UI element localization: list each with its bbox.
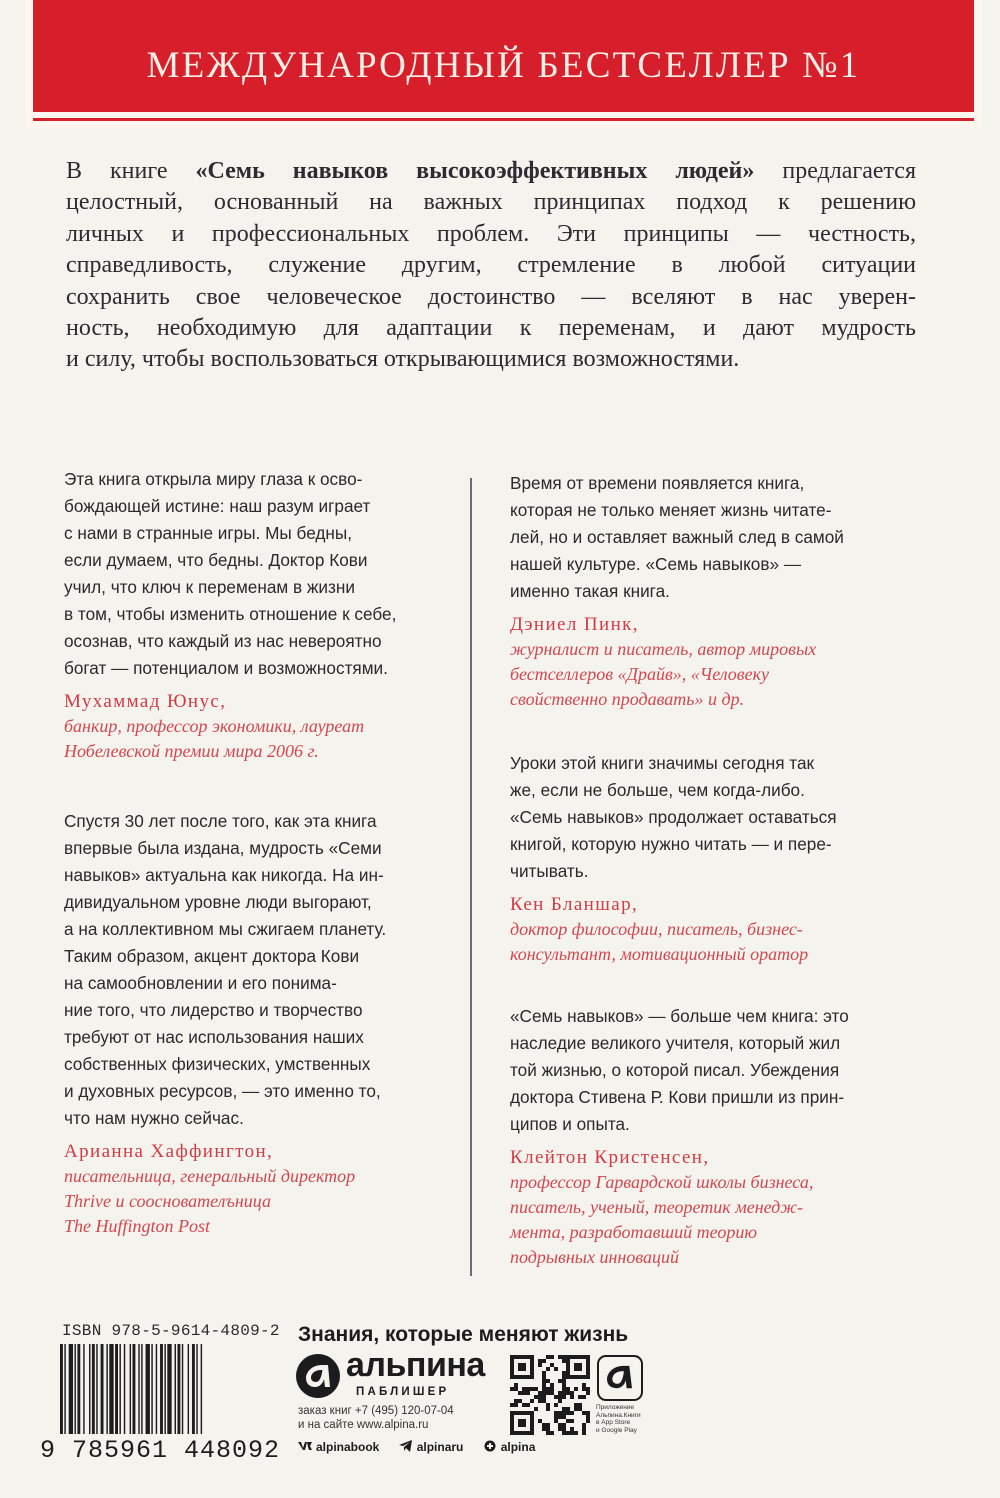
qr-module: [542, 1391, 546, 1395]
quote-christensen: [510, 1003, 849, 1270]
intro-line-pre: В книге: [66, 158, 196, 184]
quote-line: осознав, что каждый из нас невероятно: [64, 631, 382, 651]
quote-line: же, если не больше, чем когда-либо.: [510, 780, 805, 800]
qr-module: [558, 1399, 562, 1403]
social-vk[interactable]: [298, 1440, 379, 1454]
qr-module: [518, 1391, 522, 1395]
qr-module: [546, 1355, 550, 1359]
barcode: [58, 1344, 258, 1434]
barcode-digits: 9 785961 448092: [40, 1436, 281, 1465]
isbn-label: ISBN 978-5-9614-4809-2: [62, 1322, 280, 1340]
qr-module: [542, 1383, 546, 1387]
qr-module: [558, 1395, 562, 1399]
author-role: свойственно продавать» и др.: [510, 689, 745, 709]
qr-module: [546, 1367, 550, 1371]
author-role: The Huffington Post: [64, 1216, 211, 1236]
book-title: «Семь навыков высокоэффективных людей»: [195, 158, 755, 184]
qr-module: [542, 1379, 546, 1383]
qr-module: [558, 1391, 562, 1395]
qr-module: [558, 1423, 562, 1427]
qr-module: [534, 1407, 538, 1411]
qr-module: [542, 1427, 546, 1431]
author-role: Thrive и сооснователъница: [64, 1191, 272, 1211]
quote-line: требуют от нас использования наших: [64, 1027, 364, 1047]
social-label: alpina: [500, 1440, 536, 1454]
quote-line: если думаем, что бедны. Доктор Кови: [64, 550, 368, 570]
column-divider: [470, 478, 472, 1276]
barcode-bar: [115, 1344, 118, 1434]
order-info: [298, 1404, 454, 1432]
qr-module: [570, 1427, 574, 1431]
qr-module: [574, 1403, 578, 1407]
qr-module: [562, 1423, 566, 1427]
qr-module: [566, 1411, 570, 1415]
qr-module: [586, 1411, 590, 1415]
qr-module: [534, 1395, 538, 1399]
alpina-logo-icon: [295, 1353, 341, 1399]
app-line: в App Store: [596, 1419, 631, 1426]
barcode-bar: [77, 1344, 80, 1434]
author-role: профессор Гарвардской школы бизнеса,: [510, 1172, 814, 1192]
qr-module: [582, 1387, 586, 1391]
social-label: alpinaru: [416, 1440, 464, 1454]
qr-module: [562, 1371, 566, 1375]
barcode-bar: [196, 1344, 197, 1434]
author-role: писательница, генеральный директор: [64, 1166, 356, 1186]
qr-module: [558, 1411, 562, 1415]
qr-module: [586, 1415, 590, 1419]
quote-line: Таким образом, акцент доктора Кови: [64, 946, 360, 966]
quote-line: которая не только меняет жизнь читате-: [510, 500, 832, 520]
qr-module: [570, 1391, 574, 1395]
barcode-bar: [101, 1344, 104, 1434]
qr-module: [538, 1419, 542, 1423]
barcode-bar: [175, 1344, 176, 1434]
qr-module: [542, 1371, 546, 1375]
quote-line: «Семь навыков» — больше чем книга: это: [510, 1006, 849, 1026]
qr-module: [562, 1395, 566, 1399]
quote-blanchard: [510, 750, 837, 967]
quote-line: книгой, которую нужно читать — и пере-: [510, 834, 832, 854]
qr-module: [510, 1403, 514, 1407]
quote-pink: [510, 470, 844, 712]
barcode-bar: [188, 1344, 189, 1434]
qr-module: [546, 1431, 550, 1435]
quote-author: Мухаммад Юнус,: [64, 691, 227, 712]
quote-line: доктора Стивена Р. Кови пришли из прин-: [510, 1087, 845, 1107]
barcode-bar: [164, 1344, 165, 1434]
quote-line: «Семь навыков» продолжает оставаться: [510, 807, 837, 827]
qr-module: [518, 1363, 526, 1371]
quote-line: на самообновлении и его понима-: [64, 973, 337, 993]
barcode-bar: [156, 1344, 157, 1434]
publisher-name: альпина: [346, 1346, 485, 1384]
alpina-app-icon: [599, 1357, 640, 1398]
author-role: мента, разработавший теорию: [510, 1222, 758, 1242]
qr-module: [578, 1407, 582, 1411]
qr-module: [570, 1431, 574, 1435]
barcode-bar: [182, 1344, 183, 1434]
barcode-bar: [160, 1344, 163, 1434]
author-role: подрывных инноваций: [510, 1247, 680, 1267]
qr-module: [550, 1363, 554, 1367]
intro-line: и силу, чтобы воспользоваться открывающимися возможностями.: [66, 346, 740, 373]
qr-module: [574, 1431, 578, 1435]
quote-line: Время от времени появляется книга,: [510, 473, 805, 493]
qr-module: [586, 1387, 590, 1391]
author-role: консультант, мотивационный оратор: [510, 944, 809, 964]
quote-line: наследие великого учителя, который жил: [510, 1033, 841, 1053]
app-line: Приложение: [596, 1404, 635, 1411]
qr-module: [514, 1399, 518, 1403]
qr-module: [574, 1387, 578, 1391]
quote-line: а на коллективном мы сжигаем планету.: [64, 919, 387, 939]
barcode-bar: [60, 1344, 63, 1434]
qr-module: [538, 1399, 542, 1403]
barcode-bar: [138, 1344, 139, 1434]
barcode-bar: [167, 1344, 171, 1434]
intro-line: сохранить свое человеческое достоинство — вселяют в нас уверен-: [66, 283, 916, 310]
qr-module: [546, 1379, 550, 1383]
quote-line: собственных физических, умственных: [64, 1054, 371, 1074]
qr-module: [518, 1419, 526, 1427]
app-line: Альпина.Книги: [596, 1411, 641, 1419]
qr-module: [518, 1399, 522, 1403]
qr-module: [566, 1431, 570, 1435]
qr-module: [562, 1411, 566, 1415]
qr-module: [526, 1391, 530, 1395]
author-role: бестселлеров «Драйв», «Человеку: [510, 664, 770, 684]
barcode-bar: [109, 1344, 113, 1434]
banner-underline: [33, 118, 974, 121]
social-links: [298, 1440, 551, 1454]
qr-module: [582, 1395, 586, 1399]
qr-module: [558, 1415, 562, 1419]
barcode-bar: [96, 1344, 97, 1434]
intro-line: справедливость, служение другим, стремление в любой ситуации: [66, 252, 916, 279]
barcode-bar: [89, 1344, 90, 1434]
quote-author: Кен Бланшар,: [510, 894, 639, 915]
author-role: банкир, профессор экономики, лауреат: [64, 716, 365, 736]
qr-module: [542, 1387, 546, 1391]
qr-module: [566, 1387, 570, 1391]
qr-module: [542, 1395, 546, 1399]
quote-author: Клейтон Кристенсен,: [510, 1147, 710, 1168]
quote-line: ние того, что лидерство и творчество: [64, 1000, 363, 1020]
quote-line: Уроки этой книги значимы сегодня так: [510, 753, 815, 773]
barcode-bar: [64, 1344, 65, 1434]
author-role: доктор философии, писатель, бизнес-: [510, 919, 803, 939]
qr-module: [550, 1391, 554, 1395]
qr-module: [546, 1407, 550, 1411]
intro-line: личных и профессиональных проблем. Эти принципы — честность,: [66, 220, 916, 247]
qr-module: [526, 1387, 530, 1391]
intro-line-post: предлагается: [754, 158, 916, 184]
qr-module: [554, 1367, 558, 1371]
qr-module: [578, 1403, 582, 1407]
qr-module: [542, 1359, 546, 1363]
quote-line: учил, что ключ к переменам в жизни: [64, 577, 355, 597]
qr-module: [562, 1415, 566, 1419]
qr-module: [582, 1423, 586, 1427]
barcode-bar: [75, 1344, 76, 1434]
qr-module: [574, 1363, 582, 1371]
intro-line: целостный, основанный на важных принципах подход к решению: [66, 189, 916, 216]
qr-module: [582, 1431, 586, 1435]
qr-module: [546, 1391, 550, 1395]
intro-line: ность, необходимую для адаптации к переменам, и дают мудрость: [66, 315, 916, 342]
quote-line: впервые была издана, мудрость «Семи: [64, 838, 382, 858]
qr-module: [554, 1411, 558, 1415]
qr-module: [546, 1403, 550, 1407]
qr-module: [554, 1415, 558, 1419]
qr-module: [542, 1423, 546, 1427]
quote-line: дивидуальном уровне люди выгорают,: [64, 892, 372, 912]
qr-module: [566, 1407, 570, 1411]
publisher-subtitle: ПАБЛИШЕР: [356, 1386, 450, 1398]
qr-module: [550, 1383, 554, 1387]
barcode-bar: [83, 1344, 84, 1434]
social-label: alpinabook: [316, 1440, 380, 1454]
app-line: и Google Play: [596, 1426, 637, 1434]
qr-module: [538, 1395, 542, 1399]
qr-module: [554, 1395, 558, 1399]
order-line: заказ книг +7 (495) 120-07-04: [298, 1405, 454, 1417]
qr-module: [546, 1423, 550, 1427]
intro-paragraph: [66, 156, 916, 376]
qr-module: [586, 1419, 590, 1423]
qr-module: [542, 1375, 546, 1379]
barcode-bar: [146, 1344, 150, 1434]
qr-module: [558, 1427, 562, 1431]
quote-line: той жизнью, о которой писал. Убеждения: [510, 1060, 840, 1080]
qr-module: [558, 1379, 562, 1383]
qr-module: [582, 1427, 586, 1431]
quote-line: в том, чтобы изменить отношение к себе,: [64, 604, 397, 624]
quote-yunus: [64, 466, 396, 764]
qr-code[interactable]: [510, 1355, 590, 1435]
app-logo-icon: [597, 1355, 643, 1401]
qr-module: [522, 1387, 526, 1391]
barcode-bar: [141, 1344, 142, 1434]
author-role: журналист и писатель, автор мировых: [510, 639, 817, 659]
qr-module: [542, 1399, 546, 1403]
qr-module: [522, 1403, 526, 1407]
qr-module: [546, 1387, 550, 1391]
quote-line: богат — потенциалом и возможностями.: [64, 658, 388, 678]
quote-line: лей, но и оставляет важный след в самой: [510, 527, 844, 547]
quote-line: бождающей истине: наш разум играет: [64, 496, 371, 516]
qr-module: [586, 1391, 590, 1395]
qr-module: [522, 1391, 526, 1395]
barcode-bar: [124, 1344, 125, 1434]
publisher-motto: Знания, которые меняют жизнь: [298, 1323, 629, 1346]
qr-module: [514, 1403, 518, 1407]
qr-module: [546, 1427, 550, 1431]
barcode-bar: [133, 1344, 136, 1434]
quote-line: Спустя 30 лет после того, как эта книга: [64, 811, 377, 831]
intro-line: [66, 156, 916, 187]
qr-module: [562, 1359, 566, 1363]
quote-line: навыков» актуальна как никогда. На ин-: [64, 865, 384, 885]
qr-module: [578, 1395, 582, 1399]
qr-module: [574, 1407, 578, 1411]
qr-module: [554, 1419, 558, 1423]
barcode-bar: [201, 1344, 202, 1434]
barcode-bar: [69, 1344, 73, 1434]
qr-module: [530, 1399, 534, 1403]
qr-module: [570, 1419, 574, 1423]
qr-module: [526, 1403, 530, 1407]
qr-module: [562, 1383, 566, 1387]
qr-module: [550, 1355, 554, 1359]
barcode-bar: [92, 1344, 95, 1434]
telegram-icon: [399, 1440, 413, 1452]
barcode-bar: [151, 1344, 152, 1434]
quote-huffington: [64, 808, 386, 1239]
qr-module: [562, 1387, 566, 1391]
plus-icon: [483, 1440, 497, 1452]
social-telegram[interactable]: [399, 1440, 464, 1454]
qr-module: [562, 1427, 566, 1431]
quote-line: с нами в странные игры. Мы бедны,: [64, 523, 353, 543]
qr-module: [554, 1403, 558, 1407]
vk-icon: [298, 1440, 312, 1452]
qr-module: [538, 1363, 542, 1367]
quote-author: Арианна Хаффингтон,: [64, 1141, 274, 1162]
quote-line: ципов и опыта.: [510, 1114, 630, 1134]
quote-author: Дэниел Пинк,: [510, 614, 639, 635]
qr-module: [534, 1387, 538, 1391]
qr-module: [562, 1391, 566, 1395]
barcode-bar: [177, 1344, 180, 1434]
qr-module: [510, 1387, 514, 1391]
quote-line: и духовных ресурсов, — это именно то,: [64, 1081, 381, 1101]
qr-module: [562, 1431, 566, 1435]
quote-line: нашей культуре. «Семь навыков» —: [510, 554, 802, 574]
barcode-bar: [192, 1344, 195, 1434]
author-role: Нобелевской премии мира 2006 г.: [64, 741, 319, 761]
qr-module: [562, 1379, 566, 1383]
quote-line: что нам нужно сейчас.: [64, 1108, 244, 1128]
qr-module: [582, 1411, 586, 1415]
qr-module: [562, 1375, 566, 1379]
order-line: и на сайте www.alpina.ru: [298, 1419, 429, 1431]
qr-module: [550, 1431, 554, 1435]
qr-module: [550, 1387, 554, 1391]
app-store-info: [596, 1404, 641, 1434]
banner-title: МЕЖДУНАРОДНЫЙ БЕСТСЕЛЛЕР №1: [146, 45, 861, 86]
qr-module: [562, 1355, 566, 1359]
qr-module: [570, 1411, 574, 1415]
quote-line: именно такая книга.: [510, 581, 670, 601]
barcode-bar: [119, 1344, 120, 1434]
bestseller-banner: [25, 0, 982, 128]
qr-module: [566, 1391, 570, 1395]
barcode-bar: [106, 1344, 107, 1434]
qr-module: [514, 1383, 518, 1387]
qr-module: [514, 1387, 518, 1391]
qr-module: [530, 1387, 534, 1391]
qr-module: [582, 1383, 586, 1387]
quote-line: читывать.: [510, 861, 589, 881]
qr-module: [566, 1419, 570, 1423]
author-role: писатель, ученый, теоретик менедж-: [510, 1197, 804, 1217]
qr-module: [538, 1391, 542, 1395]
qr-module: [562, 1407, 566, 1411]
barcode-bar: [130, 1344, 131, 1434]
qr-module: [538, 1359, 542, 1363]
qr-module: [558, 1355, 562, 1359]
qr-module: [570, 1395, 574, 1399]
quote-line: Эта книга открыла миру глаза к осво-: [64, 469, 363, 489]
social-alpina[interactable]: [483, 1440, 536, 1454]
